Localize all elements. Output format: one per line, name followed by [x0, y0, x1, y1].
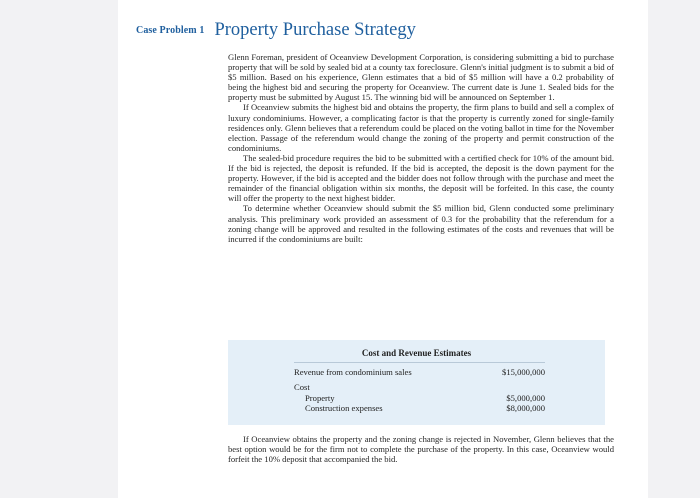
document-page: [118, 0, 648, 498]
table-title: Cost and Revenue Estimates: [361, 348, 472, 358]
paragraph: To determine whether Oceanview should submit the $5 million bid, Glenn conducted some preliminary analysis. This preliminary work provided an assessment of 0.3 for the probability that the referendum for a zoning change will be approved and resulted in the following estimates of the costs and revenues that will be incurred if the condominiums are built:: [228, 203, 614, 244]
case-title: Property Purchase Strategy: [214, 20, 416, 40]
construction-value: $8,000,000: [506, 403, 545, 413]
paragraph: If Oceanview obtains the property and the zoning change is rejected in November, Glenn believes that the best option would be for the firm not to complete the purchase of the property. In this case, Oceanview would forfeit the 10% deposit that accompanied the bid.: [228, 434, 614, 465]
after-table-text: [228, 434, 614, 464]
construction-label: Construction expenses: [305, 403, 383, 413]
cost-revenue-table: [228, 340, 605, 425]
case-label: Case Problem 1: [136, 25, 205, 36]
revenue-label: Revenue from condominium sales: [294, 367, 412, 377]
table-row-revenue: [294, 367, 545, 378]
table-row-cost: [294, 382, 545, 393]
table-row-construction: [294, 403, 545, 414]
case-header: [136, 20, 416, 41]
paragraph: The sealed-bid procedure requires the bid to be submitted with a certified check for 10% of the amount bid. If the bid is rejected, the deposit is refunded. If the bid is accepted, the deposit is the down payment for the property. However, if the bid is accepted and the bidder does not follow through with the purchase and meet the remainder of the financial obligation within six months, the deposit will be forfeited. In this case, the county will offer the property to the next highest bidder.: [228, 152, 614, 204]
property-label: Property: [305, 393, 335, 403]
body-text: [228, 52, 614, 244]
revenue-value: $15,000,000: [502, 367, 545, 377]
cost-label: Cost: [294, 382, 310, 392]
paragraph: Glenn Foreman, president of Oceanview Development Corporation, is considering submitting a bid to purchase property that will be sold by sealed bid at a county tax foreclosure. Glenn's initial judgment is to submit a bid of $5 million. Based on his experience, Glenn estimates that a bid of $5 million will have a 0.2 probability of being the highest bid and securing the property for Oceanview. The current date is June 1. Sealed bids for the property must be submitted by August 15. The winning bid will be announced on September 1.: [228, 52, 614, 103]
paragraph: If Oceanview submits the highest bid and obtains the property, the firm plans to build and sell a complex of luxury condominiums. However, a complicating factor is that the property is currently zoned for single-family residences only. Glenn believes that a referendum could be placed on the voting ballot in time for the November election. Passage of the referendum would change the zoning of the property and permit construction of the condominiums.: [228, 102, 614, 153]
table-rule: [294, 362, 545, 363]
property-value: $5,000,000: [506, 393, 545, 403]
